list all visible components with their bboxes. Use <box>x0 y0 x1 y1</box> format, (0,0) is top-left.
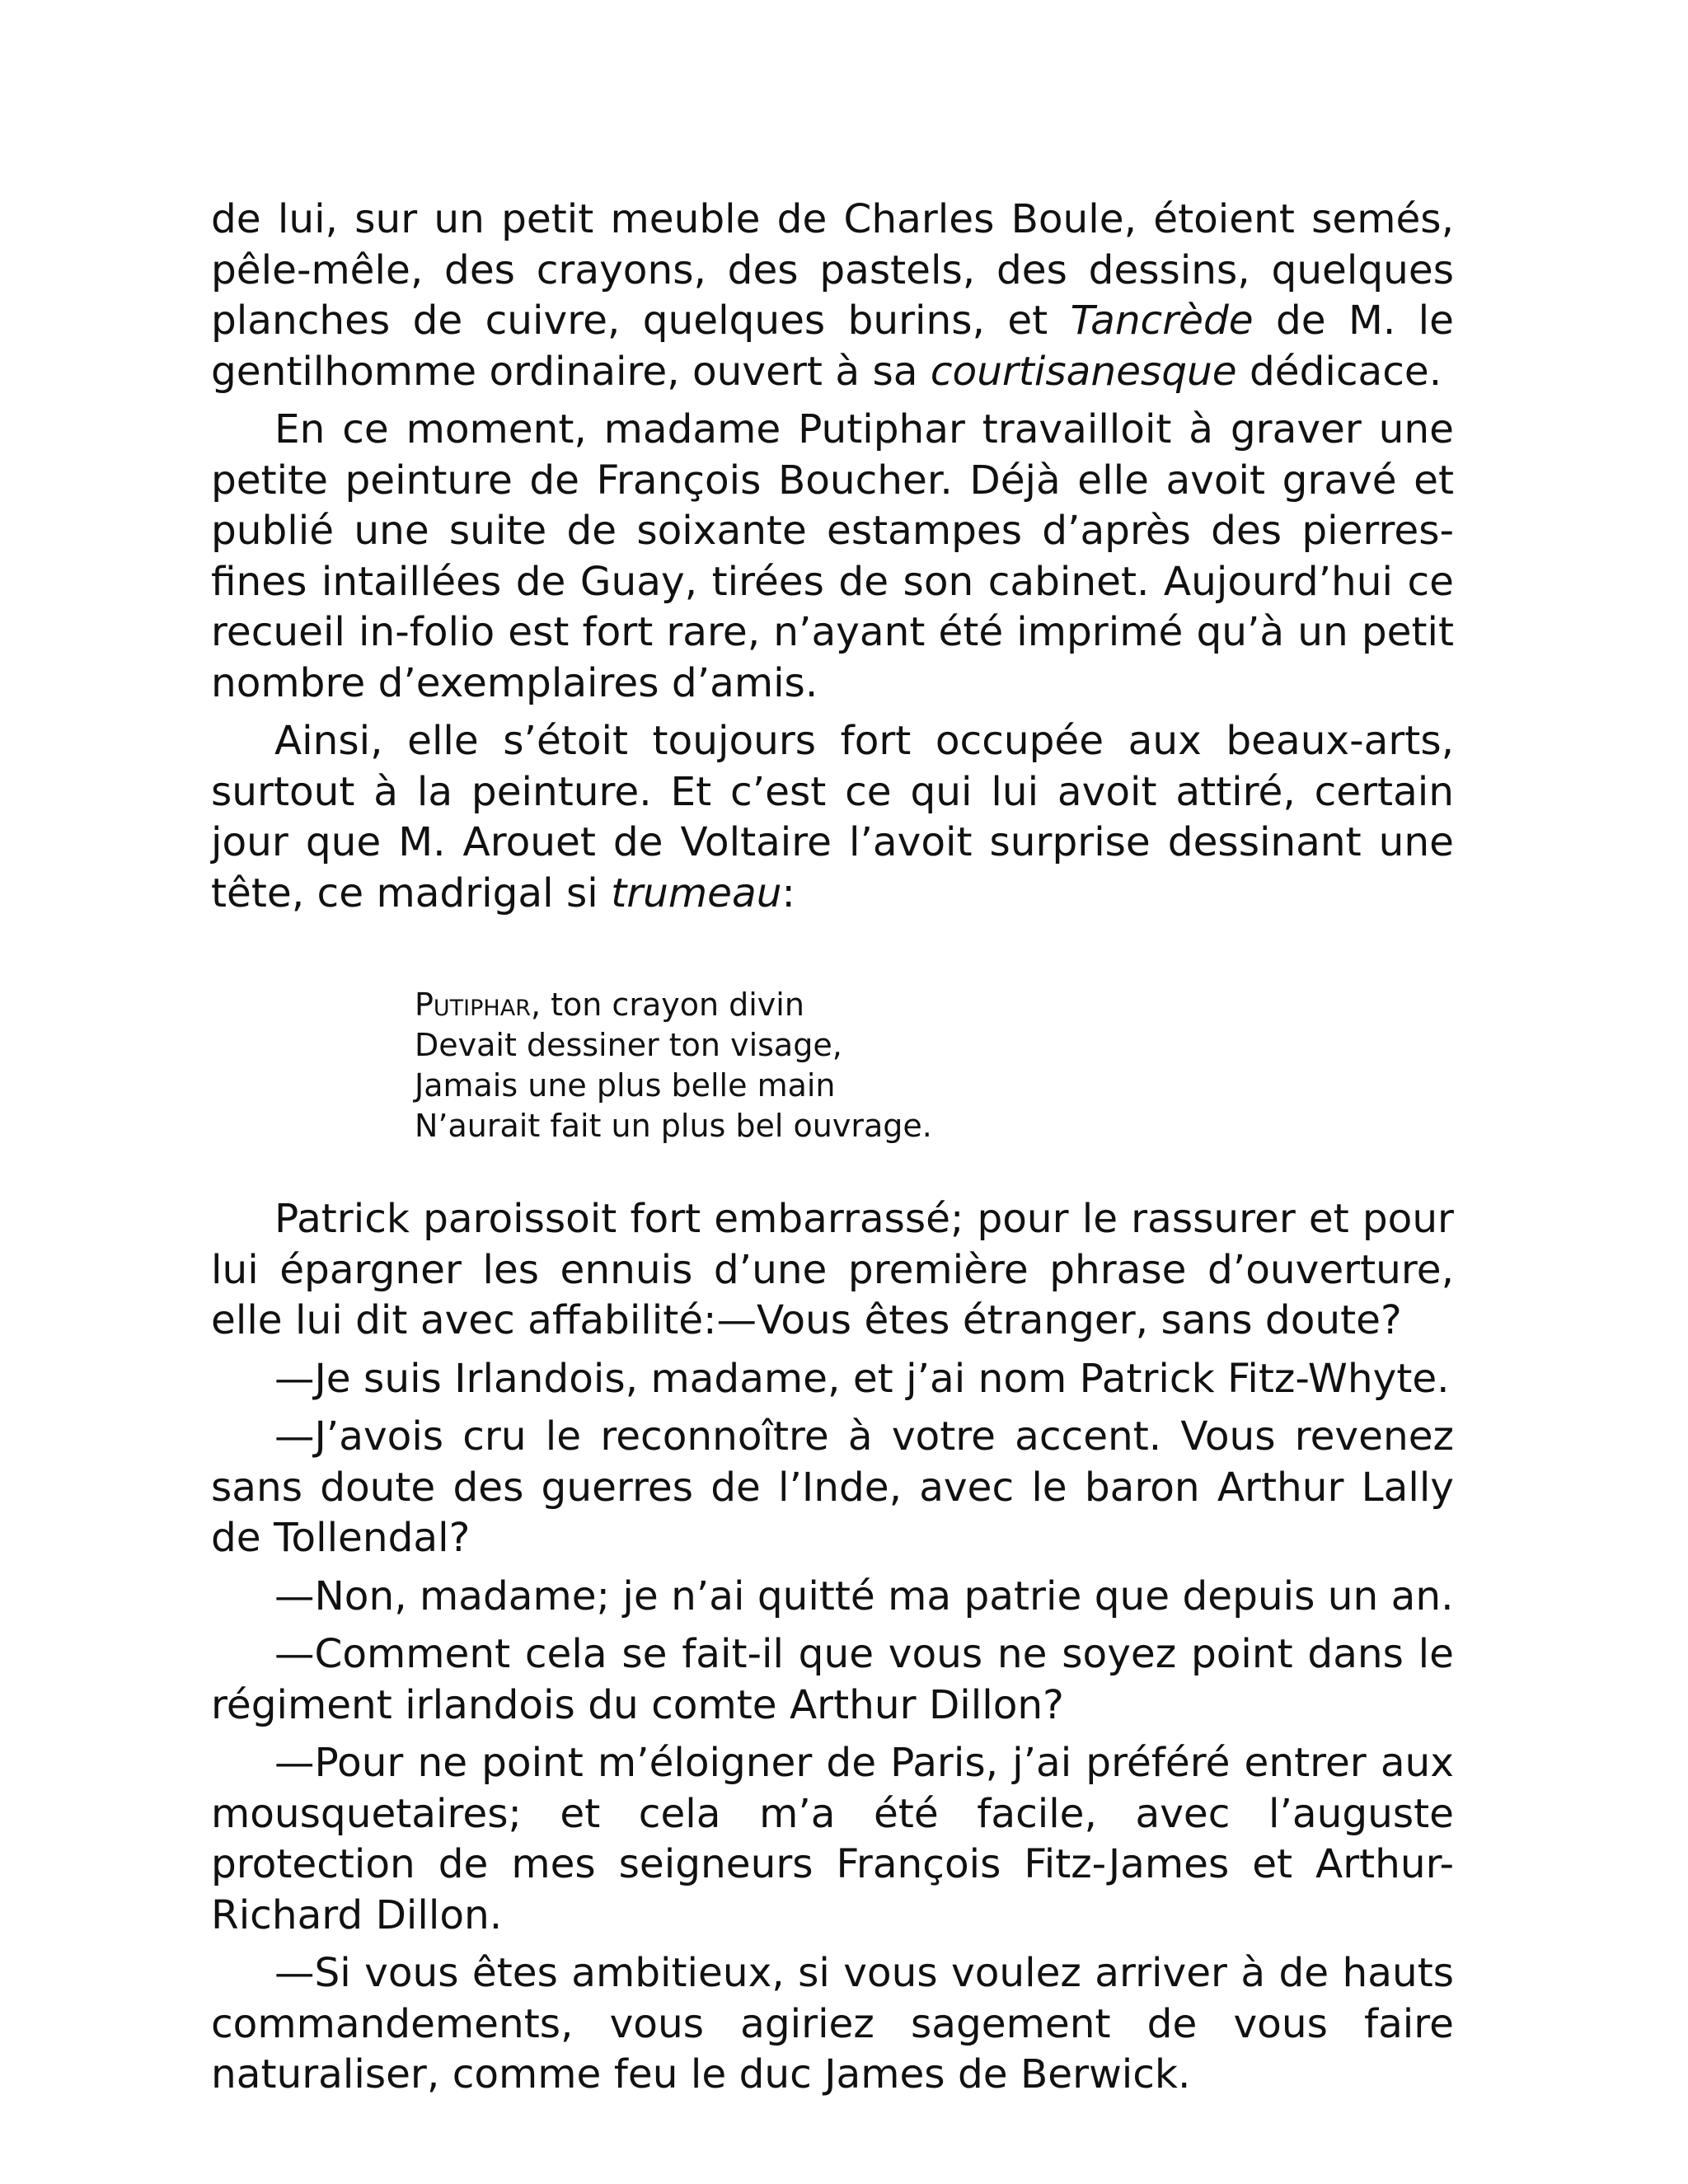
paragraph-text: Ainsi, elle s’étoit toujours fort occupée aux beaux-arts, surtout à la peinture. Et c’est ce qui lui avoit attiré, certain jour que M. Arouet de Voltaire l’avoit surprise dessinant une tête, ce madrigal si <box>211 718 1454 916</box>
book-page <box>211 194 1454 2108</box>
paragraph-patrick-embarrassed: Patrick paroissoit fort embarrassé; pour le rassurer et pour lui épargner les ennuis d’une première phrase d’ouverture, elle lui dit avec affabilité:—Vous êtes étranger, sans doute? <box>211 1196 1454 1343</box>
book-title-tancrede: Tancrède <box>1070 298 1254 344</box>
paragraph-continued <box>211 194 1454 397</box>
paragraph-madrigal-intro <box>211 716 1454 919</box>
dialogue-line: —Je suis Irlandois, madame, et j’ai nom Patrick Fitz-Whyte. <box>274 1355 1450 1402</box>
italic-word-courtisanesque: courtisanesque <box>930 348 1237 395</box>
italic-word-trumeau: trumeau <box>611 869 782 916</box>
verse-line: N’aurait fait un plus bel ouvrage. <box>415 1108 932 1144</box>
verse-madrigal <box>415 985 1454 1146</box>
paragraph-text: de M. le gentilhomme ordinaire, ouvert à sa <box>211 298 1454 395</box>
verse-line: Jamais une plus belle main <box>415 1067 836 1104</box>
verse-name-putiphar: Putiphar <box>415 987 531 1023</box>
verse-line-text: , ton crayon divin <box>530 987 804 1023</box>
dialogue-line: —Comment cela se fait-il que vous ne soyez point dans le régiment irlandois du comte Arthur Dillon? <box>211 1631 1454 1728</box>
dialogue-line: —Non, madame; je n’ai quitté ma patrie que depuis un an. <box>274 1572 1454 1619</box>
dialogue-line: —Si vous êtes ambitieux, si vous voulez arriver à de hauts commandements, vous agiriez sagement de vous faire naturaliser, comme feu le duc James de Berwick. <box>211 1950 1454 2097</box>
verse-line <box>415 985 1454 1025</box>
verse-line: Devait dessiner ton visage, <box>415 1027 842 1063</box>
paragraph-engraving: En ce moment, madame Putiphar travailloit à graver une petite peinture de François Boucher. Déjà elle avoit gravé et publié une suite de soixante estampes d’après des pierres-fines intaillées de Guay, tirées de son cabinet. Aujourd’hui ce recueil in-folio est fort rare, n’ayant été imprimé qu’à un petit nombre d’exemplaires d’amis. <box>211 406 1454 706</box>
dialogue-line: —J’avois cru le reconnoître à votre accent. Vous revenez sans doute des guerres de l’Inde, avec le baron Arthur Lally de Tollendal? <box>211 1413 1454 1561</box>
paragraph-text: : <box>781 869 795 916</box>
paragraph-text: de lui, sur un petit meuble de Charles Boule, étoient semés, pêle-mêle, des crayons, des pastels, des dessins, quelques planches de cuivre, quelques burins, et <box>211 196 1454 344</box>
dialogue-line: —Pour ne point m’éloigner de Paris, j’ai préféré entrer aux mousquetaires; et cela m’a été facile, avec l’auguste protection de mes seigneurs François Fitz-James et Arthur-Richard Dillon. <box>211 1740 1454 1938</box>
paragraph-text: dédicace. <box>1236 348 1442 395</box>
